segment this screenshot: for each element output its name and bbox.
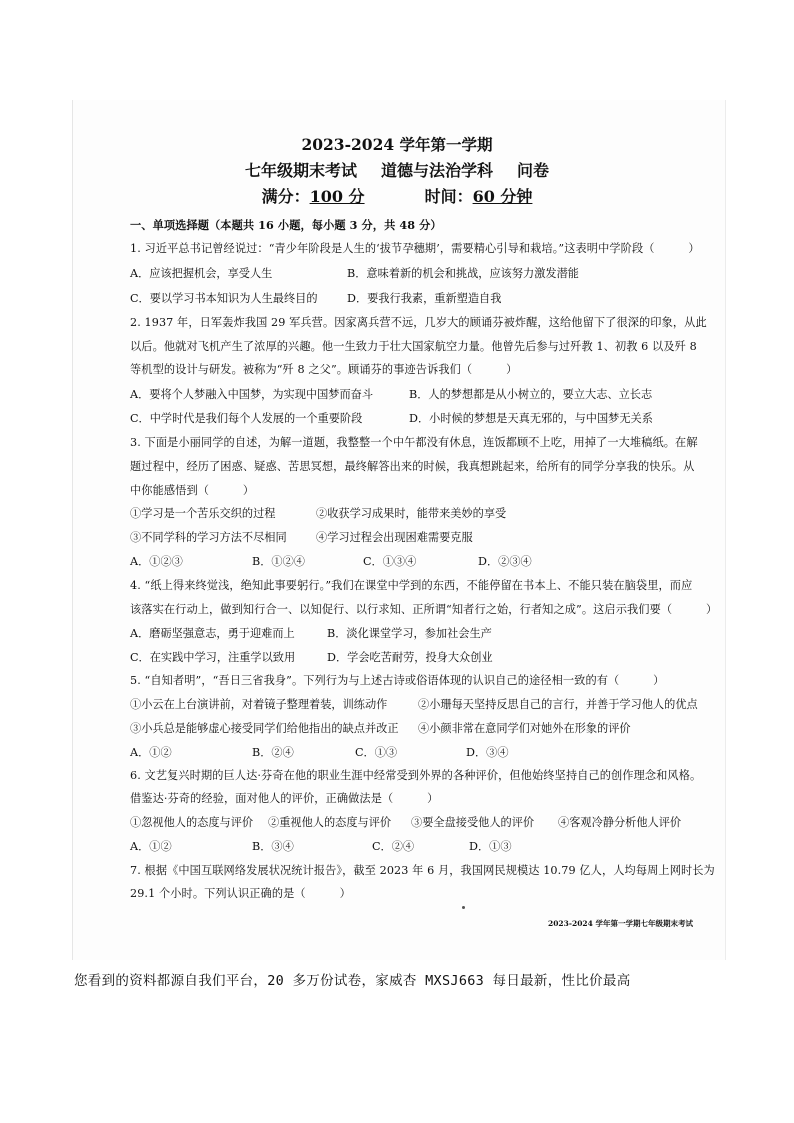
promo-banner: 您看到的资料都源自我们平台，20 多万份试卷，家威杏 MXSJ663 每日最新，性比价最高 (74, 973, 631, 989)
q5-option-d: D．③④ (466, 746, 509, 759)
q6-option-d: D．①③ (469, 840, 512, 853)
q4-option-a: A．磨砺坚强意志，勇于迎难而上 (130, 627, 295, 640)
q2-option-a: A．要将个人梦融入中国梦，为实现中国梦而奋斗 (130, 388, 374, 401)
q5-stem: 5. “自知者明”，“吾日三省我身”。下列行为与上述古诗或俗语体现的认识自己的途径相一致的有（ ） (130, 674, 665, 687)
q2-option-b: B．人的梦想都是从小树立的，要立大志、立长志 (409, 388, 653, 401)
q4-stem-line-1: 4. “纸上得来终觉浅，绝知此事要躬行。”我们在课堂中学到的东西，不能停留在书本上、不能只装在脑袋里，而应 (130, 579, 693, 592)
q5-statement-2: ②小珊每天坚持反思自己的言行，并善于学习他人的优点 (418, 698, 698, 711)
score-value: 100 分 (309, 187, 365, 206)
q6-option-b: B．③④ (252, 840, 294, 853)
q6-statement-3: ③要全盘接受他人的评价 (411, 816, 535, 829)
exam-subject-title (0, 158, 794, 181)
score-label: 满分： (261, 187, 310, 206)
q6-statement-2: ②重视他人的态度与评价 (268, 816, 392, 829)
q3-statement-2: ②收获学习成果时，能带来美妙的享受 (316, 507, 507, 520)
q3-option-c: C．①③④ (363, 555, 417, 568)
q3-statement-1: ①学习是一个苦乐交织的过程 (130, 507, 276, 520)
paper-type: 问卷 (517, 161, 550, 180)
q5-option-c: C．①③ (355, 746, 398, 759)
q6-statement-4: ④客观冷静分析他人评价 (558, 816, 682, 829)
q1-option-b: B．意味着新的机会和挑战，应该努力激发潜能 (347, 267, 579, 280)
q4-stem-line-2: 该落实在行动上，做到知行合一、以知促行、以行求知、正所谓“知者行之始，行者知之成”。这启示我们要（ ） (130, 603, 718, 616)
q3-option-a: A．①②③ (130, 555, 183, 568)
time-value: 60 分钟 (472, 187, 533, 206)
q4-option-d: D．学会吃苦耐劳，投身大众创业 (327, 651, 493, 664)
q3-stem-line-3: 中你能感悟到（ ） (130, 484, 255, 497)
q1-option-c: C．要以学习书本知识为人生最终目的 (130, 292, 318, 305)
q6-option-c: C．②④ (372, 840, 415, 853)
score-time-line (0, 184, 794, 207)
q5-option-b: B．②④ (252, 746, 294, 759)
q1-option-d: D．要我行我素，重新塑造自我 (347, 292, 502, 305)
exam-term-title: 2023-2024 学年第一学期 (301, 135, 493, 154)
q4-option-c: C．在实践中学习，注重学以致用 (130, 651, 296, 664)
q3-stem-line-1: 3. 下面是小丽同学的自述，为解一道题，我整整一个中午都没有休息，连饭都顾不上吃，用掉了一大堆稿纸。在解 (130, 436, 698, 449)
q1-option-a: A．应该把握机会，享受人生 (130, 267, 273, 280)
q6-stem-line-1: 6. 文艺复兴时期的巨人达·芬奇在他的职业生涯中经常受到外界的各种评价，但他始终坚持自己的创作理念和风格。 (130, 769, 702, 782)
scan-speck (462, 906, 465, 909)
q2-option-d: D．小时候的梦想是天真无邪的，与中国梦无关系 (409, 412, 653, 425)
q3-stem-line-2: 题过程中，经历了困惑、疑惑、苦思冥想，最终解答出来的时候，我真想跳起来，给所有的同学分享我的快乐。从 (130, 460, 695, 473)
q2-option-c: C．中学时代是我们每个人发展的一个重要阶段 (130, 412, 363, 425)
q2-stem-line-2: 以后。他就对飞机产生了浓厚的兴趣。他一生致力于壮大国家航空力量。他曾先后参与过歼教 1、初教 6 以及歼 8 (130, 340, 697, 353)
q2-stem-line-1: 2. 1937 年，日军轰炸我国 29 军兵营。因家离兵营不远，几岁大的顾诵芬被炸醒，这给他留下了很深的印象，从此 (130, 316, 707, 329)
q6-option-a: A．①② (130, 840, 172, 853)
q4-option-b: B．淡化课堂学习，参加社会生产 (327, 627, 492, 640)
q1-stem: 1. 习近平总书记曾经说过：“青少年阶段是人生的‘拔节孕穗期’，需要精心引导和栽培。”这表明中学阶段（ ） (130, 242, 700, 255)
q6-statement-1: ①忽视他人的态度与评价 (130, 816, 254, 829)
q6-stem-line-2: 借鉴达·芬奇的经验，面对他人的评价，正确做法是（ ） (130, 792, 439, 805)
exam-name: 七年级期末考试 (244, 161, 357, 180)
q7-stem-line-2: 29.1 个小时。下列认识正确的是（ ） (130, 887, 351, 900)
q2-stem-line-3: 等机型的设计与研发。被称为“歼 8 之父”。顾诵芬的事迹告诉我们（ ） (130, 363, 518, 376)
subject-name: 道德与法治学科 (380, 161, 493, 180)
q3-statement-4: ④学习过程会出现困难需要克服 (316, 531, 473, 544)
section-title: 一、单项选择题（本题共 16 小题，每小题 3 分，共 48 分） (130, 218, 442, 232)
time-label: 时间： (424, 187, 473, 206)
q7-stem-line-1: 7. 根据《中国互联网络发展状况统计报告》，截至 2023 年 6 月，我国网民规模达 10.79 亿人，人均每周上网时长为 (130, 864, 715, 877)
q5-statement-4: ④小颜非常在意同学们对她外在形象的评价 (418, 722, 631, 735)
q3-option-d: D．②③④ (478, 555, 532, 568)
q3-statement-3: ③不同学科的学习方法不尽相同 (130, 531, 287, 544)
q5-statement-3: ③小兵总是能够虚心接受同学们给他指出的缺点并改正 (130, 722, 399, 735)
q5-option-a: A．①② (130, 746, 172, 759)
q5-statement-1: ①小云在上台演讲前，对着镜子整理着装，训练动作 (130, 698, 388, 711)
q3-option-b: B．①②④ (252, 555, 305, 568)
page-footer: 2023-2024 学年第一学期七年级期末考试 (548, 919, 693, 928)
